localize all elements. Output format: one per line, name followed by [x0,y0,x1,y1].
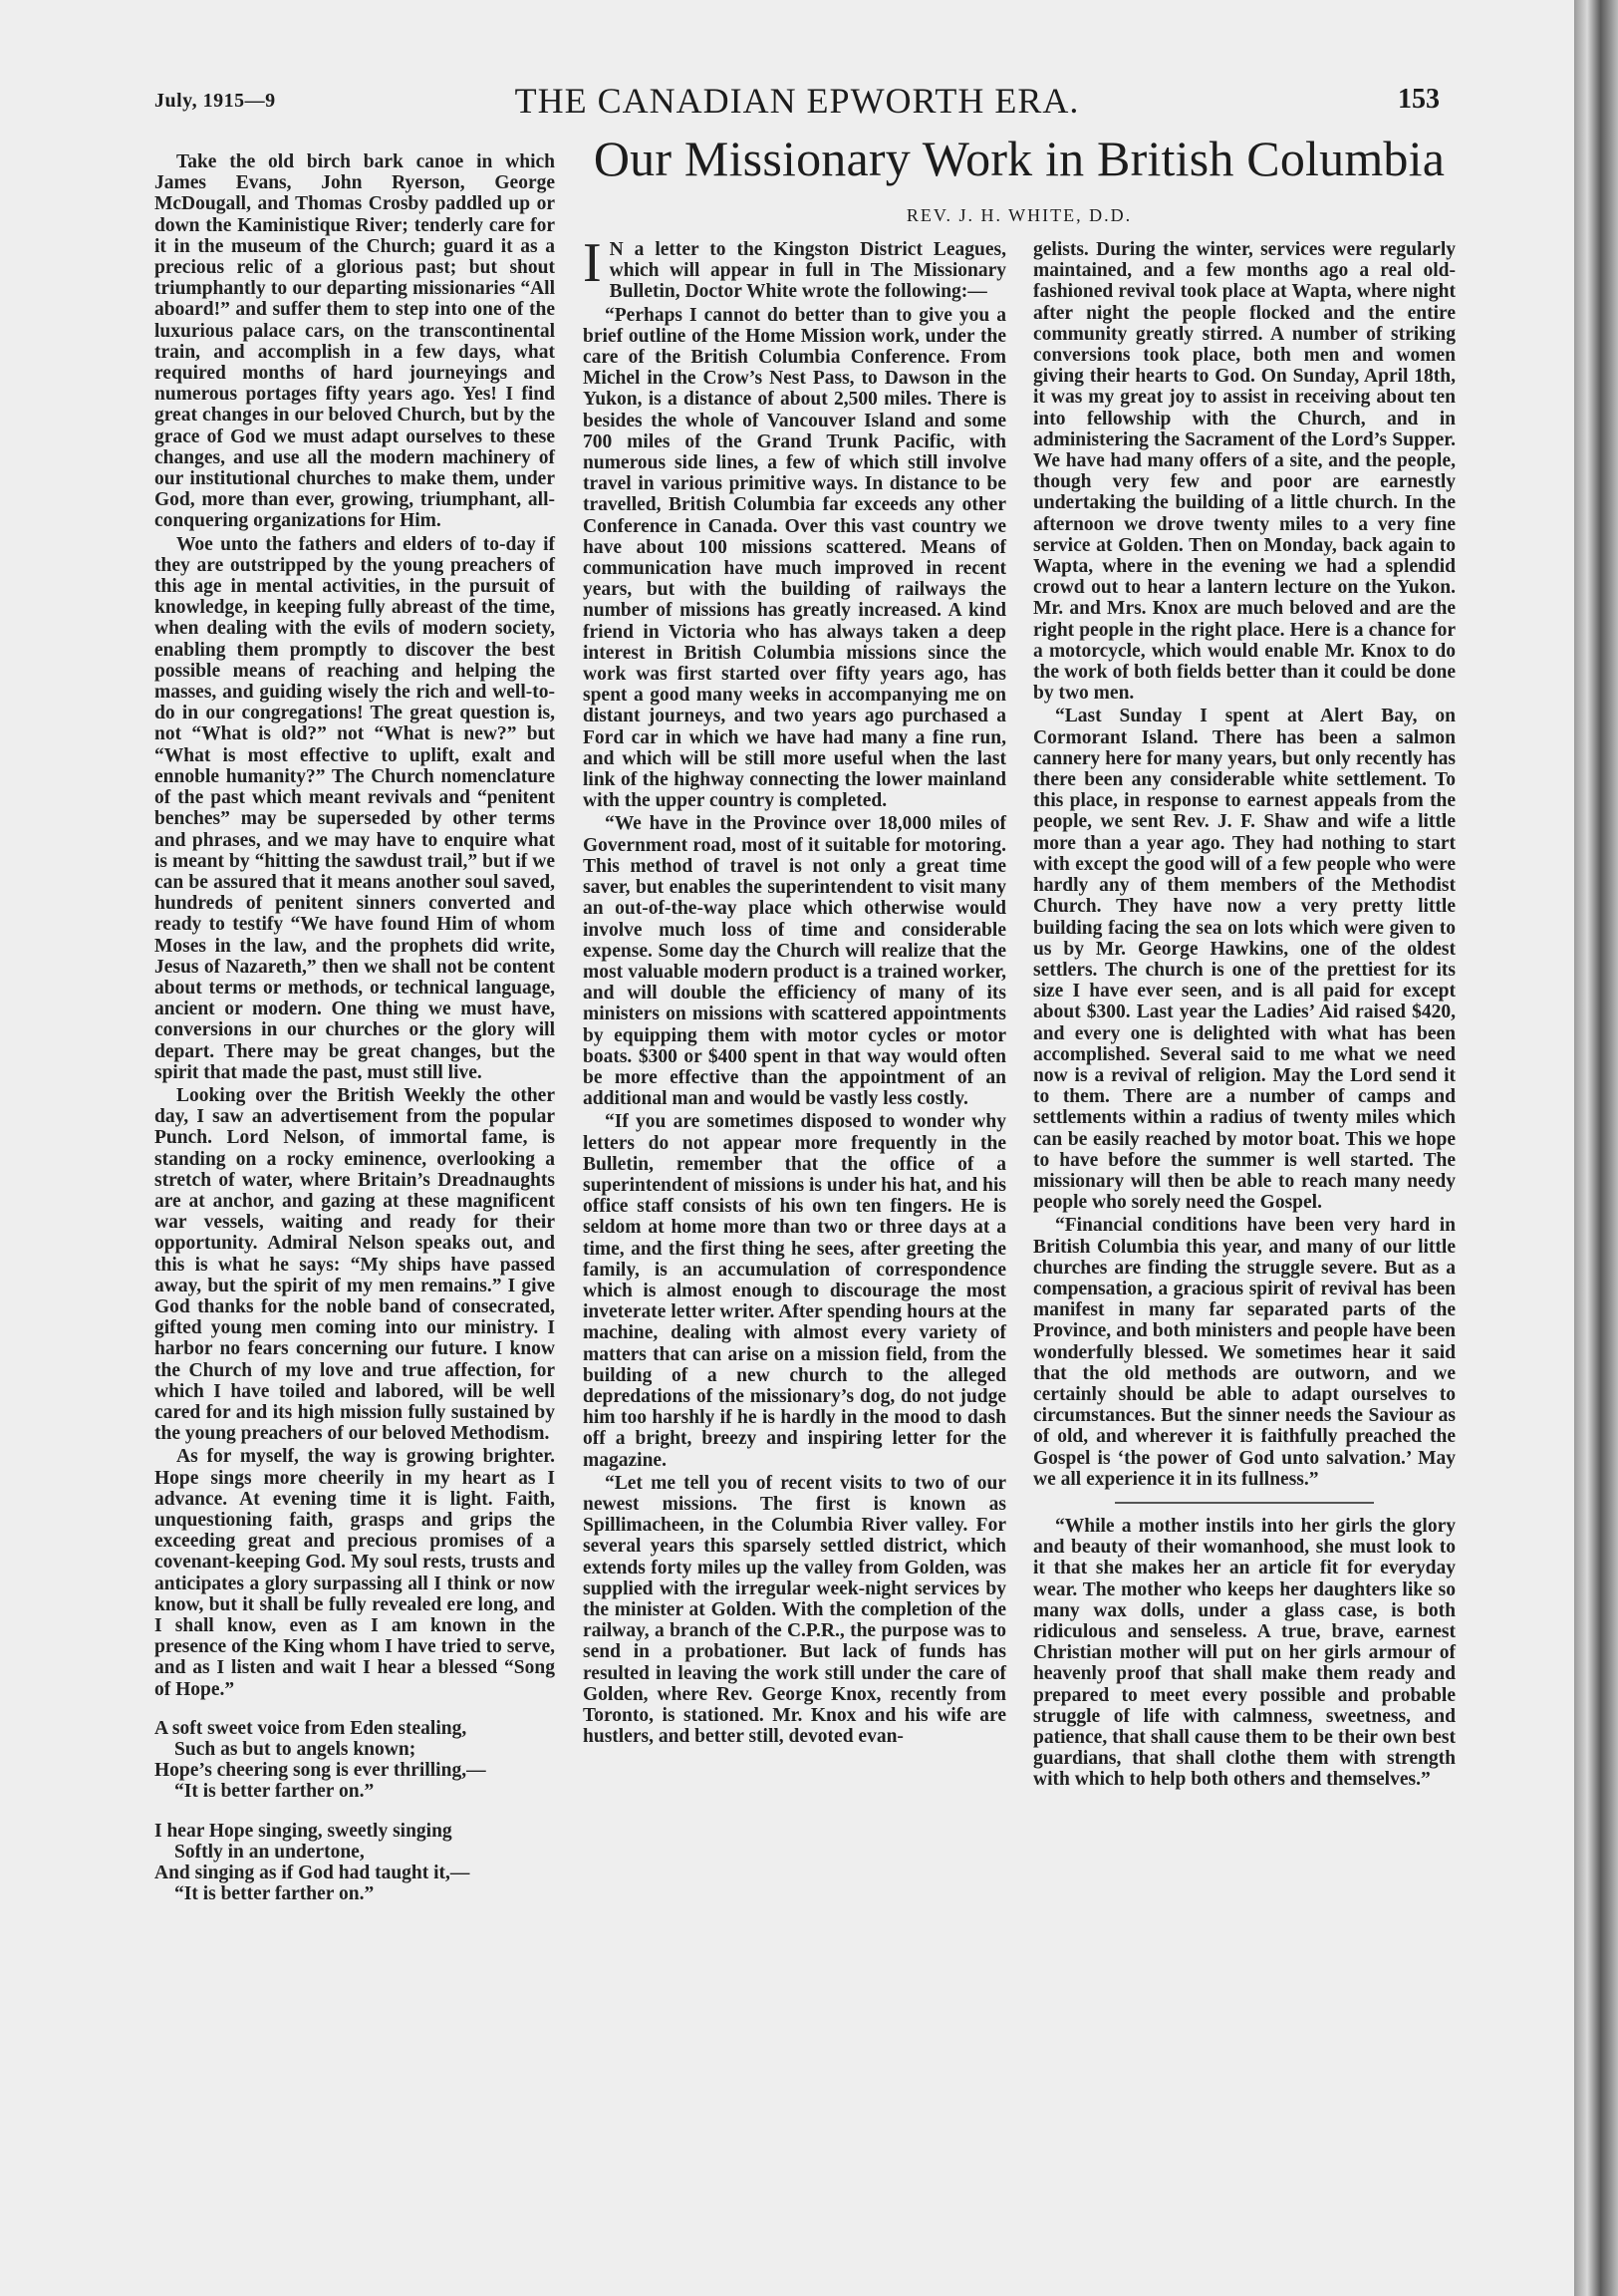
poem-line: A soft sweet voice from Eden stealing, [154,1717,467,1739]
poem-line: Softly in an undertone, [174,1841,365,1863]
paragraph: “We have in the Province over 18,000 miles of Government road, most of it suitable for motoring. This method of travel is not only a great time saver, but enables the superintendent to visit many an out-of-the-way place which otherwise would involve much loss of time and considerable expense. Some day the Church will realize that the most valuable modern product is a trained worker, and will double the efficiency of many of its ministers on missions with scattered appointments by equipping them with motor cycles or motor boats. $300 or $400 spent in that way would often be more effective than the appointment of an additional man and would be vastly less costly. [583,813,1006,1110]
poem-stanza [154,1718,555,1803]
poem-line: “It is better farther on.” [174,1883,375,1905]
paragraph: “Let me tell you of recent visits to two of our newest missions. The first is known as Spillimacheen, in the Columbia River valley. For several years this sparsely settled district, which extends forty miles up the valley from Golden, was supplied with the irregular week-night services by the minister at Golden. With the completion of the railway, a branch of the C.P.R., the purpose was to send in a probationer. But lack of funds has resulted in leaving the work still under the care of Golden, where Rev. George Knox, recently from Toronto, is stationed. Mr. Knox and his wife are hustlers, and better still, devoted evan- [583,1472,1006,1748]
sidebar-note: “While a mother instils into her girls the glory and beauty of their womanhood, she must look to it that she makes her an article fit for everyday wear. The mother who keeps her daughters like so many wax dolls, under a glass case, is both ridiculous and senseless. A true, brave, earnest Christian mother will put on her girls armour of heavenly proof that shall make them ready and prepared to meet every possible and probable struggle of life with calmness, sweetness, and patience, that shall cause them to be their own best guardians, that shall clothe them with strength with which to help both others and themselves.” [1033,1515,1456,1791]
right-column [1033,239,1456,1791]
paragraph: “If you are sometimes disposed to wonder why letters do not appear more frequently in the Bulletin, remember that the office of a superintendent of missions is under his hat, and his office staff consists of his own ten fingers. He is seldom at home more than two or three days at a time, and the first thing he sees, after greeting the family, is an accumulation of correspondence which is almost enough to discourage the most inveterate letter writer. After spending hours at the machine, dealing with almost every variety of matters that can arise on a mission field, from the building of a new church to the alleged depredations of the missionary’s dog, do not judge him too harshly if he is hardly in the mood to dash off a bright, breezy and inspiring letter for the magazine. [583,1111,1006,1471]
paragraph: gelists. During the winter, services were regularly maintained, and a few months ago a real old-fashioned revival took place at Wapta, where night after night the people flocked and the entire community greatly stirred. A number of striking conversions took place, both men and women giving their hearts to God. On Sunday, April 18th, it was my great joy to assist in receiving about ten into fellowship with the Church, and in administering the Sacrament of the Lord’s Supper. We have had many offers of a site, and the people, though very few and poor are earnestly undertaking the building of a little church. In the afternoon we drove twenty miles to a very fine service at Golden. Then on Monday, back again to Wapta, where in the evening we had a splendid crowd out to hear a lantern lecture on the Yukon. Mr. and Mrs. Knox are much beloved and are the right people in the right place. Here is a chance for a motorcycle, which would enable Mr. Knox to do the work of both fields better than it could be done by two men. [1033,239,1456,705]
poem-line: I hear Hope singing, sweetly singing [154,1820,452,1842]
article-title: Our Missionary Work in British Columbia [593,131,1446,186]
paragraph: Woe unto the fathers and elders of to-day if they are outstripped by the young preachers of this age in mental activities, in the pursuit of knowledge, in keeping fully abreast of the time, when dealing with the evils of modern society, enabling them promptly to discover the best possible means of reaching and helping the masses, and guiding wisely the rich and well-to-do in our congregations! The great question is, not “What is old?” not “What is new?” but “What is most effective to uplift, exalt and ennoble humanity?” The Church nomenclature of the past which meant revivals and “penitent benches” may be superseded by other terms and phrases, and we may have to enquire what is meant by “hitting the sawdust trail,” but if we can be assured that it means another soul saved, hundreds of penitent sinners converted and ready to testify “We have found Him of whom Moses in the law, and the prophets did write, Jesus of Nazareth,” then we shall not be content about terms or methods, or technical language, ancient or modern. One thing we must have, conversions in our churches or the glory will depart. There may be great changes, but the spirit that made the past, must still live. [154,533,555,1083]
drop-cap: I [583,232,602,294]
paragraph: Take the old birch bark canoe in which James Evans, John Ryerson, George McDougall, and Thomas Crosby paddled up or down the Kaministique River; tenderly care for it in the museum of the Church; guard it as a precious relic of a glorious past; but shout triumphantly to our departing missionaries “All aboard!” and suffer them to step into one of the luxurious palace cars, on the transcontinental train, and accomplish in a few days, what required months of hard journeyings and numerous portages fifty years ago. Yes! I find great changes in our beloved Church, but by the grace of God we must adapt ourselves to these changes, and use all the modern machinery of our institutional churches to make them, under God, more than ever, growing, triumphant, all-conquering organizations for Him. [154,151,555,532]
opening-text: N a letter to the Kingston District Leagues, which will appear in full in The Missionary Bulletin, Doctor White wrote the following:— [609,239,1006,303]
binding-edge [1574,0,1618,2296]
poem-line: “It is better farther on.” [174,1781,375,1803]
article-author: REV. J. H. WHITE, D.D. [906,205,1133,225]
paragraph: “Financial conditions have been very hard in British Columbia this year, and many of our little churches are finding the struggle severe. But as a compensation, a gracious spirit of revival has been manifest in many far separated parts of the Province, and both ministers and people have been wonderfully blessed. We sometimes hear it said that the old methods are outworn, and we certainly should be able to adapt ourselves to circumstances. But the sinner needs the Saviour as of old, and wherever it is faithfully preached the Gospel is ‘the power of God unto salvation.’ May we all experience it in its fullness.” [1033,1215,1456,1490]
paragraph: “Last Sunday I spent at Alert Bay, on Cormorant Island. There has been a salmon cannery here for many years, but only recently has there been any considerable white settlement. To this place, in response to earnest appeals from the people, we sent Rev. J. F. Shaw and wife a little more than a year ago. They had nothing to start with except the good will of a few people who were hardly any of them members of the Methodist Church. They have now a very pretty little building facing the sea on lots which were given to us by Mr. George Hawkins, one of the oldest settlers. The church is one of the prettiest for its size I have ever seen, and is all paid for except about $300. Last year the Ladies’ Aid raised $420, and every one is delighted with what has been accomplished. Several said to me what we need now is a revival of religion. May the Lord send it to them. There are a number of camps and settlements within a radius of twenty miles which can be easily reached by motor boat. This we hope to have before the summer is well started. The missionary will then be able to reach many needy people who sorely need the Gospel. [1033,706,1456,1214]
publication-title: THE CANADIAN EPWORTH ERA. [514,81,1080,121]
middle-column [583,232,1006,1748]
poem-line: And singing as if God had taught it,— [154,1863,470,1884]
left-column [154,151,555,1904]
song-of-hope-poem [154,1718,555,1905]
issue-date: July, 1915—9 [154,90,276,112]
page-header [154,80,1440,122]
paragraph: “Perhaps I cannot do better than to give you a brief outline of the Home Mission work, under the care of the British Columbia Conference. From Michel in the Crow’s Nest Pass, to Dawson in the Yukon, is a distance of about 2,500 miles. There is besides the whole of Vancouver Island and some 700 miles of the Grand Trunk Pacific, with numerous side lines, a few of which still involve travel in various primitive ways. In distance to be travelled, British Columbia far exceeds any other Conference in Canada. Over this vast country we have about 100 missions scattered. Means of communication have much improved in recent years, but with the building of railways the number of missions has greatly increased. A kind friend in Victoria who has always taken a deep interest in British Columbia missions since the work was first started over fifty years ago, has spent a good many weeks in accompanying me on distant journeys, and two years ago purchased a Ford car in which we have had many a fine run, and which will be still more useful when the last link of the highway connecting the lower mainland with the upper country is completed. [583,304,1006,812]
page-number: 153 [1398,84,1440,115]
paragraph: As for myself, the way is growing brighter. Hope sings more cheerily in my heart as I advance. At evening time it is light. Faith, unquestioning faith, grasps and grips the exceeding great and precious promises of a covenant-keeping God. My soul rests, trusts and anticipates a glory surpassing all I think or now know, but it shall be fully revealed ere long, and I shall know, even as I am known in the presence of the King whom I have tried to serve, and as I listen and wait I hear a blessed “Song of Hope.” [154,1446,555,1700]
section-divider [1115,1502,1374,1504]
poem-line: Hope’s cheering song is ever thrilling,— [154,1760,486,1782]
poem-line: Such as but to angels known; [174,1739,416,1761]
opening-paragraph [583,232,1006,303]
poem-stanza [154,1821,555,1905]
paragraph: Looking over the British Weekly the other day, I saw an advertisement from the popular Punch. Lord Nelson, of immortal fame, is standing on a rocky eminence, overlooking a stretch of water, where Britain’s Dreadnaughts are at anchor, and gazing at these magnificent war vessels, waiting and ready for their opportunity. Admiral Nelson speaks out, and this is what he says: “My ships have passed away, but the spirit of my men remains.” I give God thanks for the noble band of consecrated, gifted young men coming into our ministry. I harbor no fears concerning our future. I know the Church of my love and true affection, for which I have toiled and labored, will be well cared for and its high mission fully sustained by the young preachers of our beloved Methodism. [154,1084,555,1445]
